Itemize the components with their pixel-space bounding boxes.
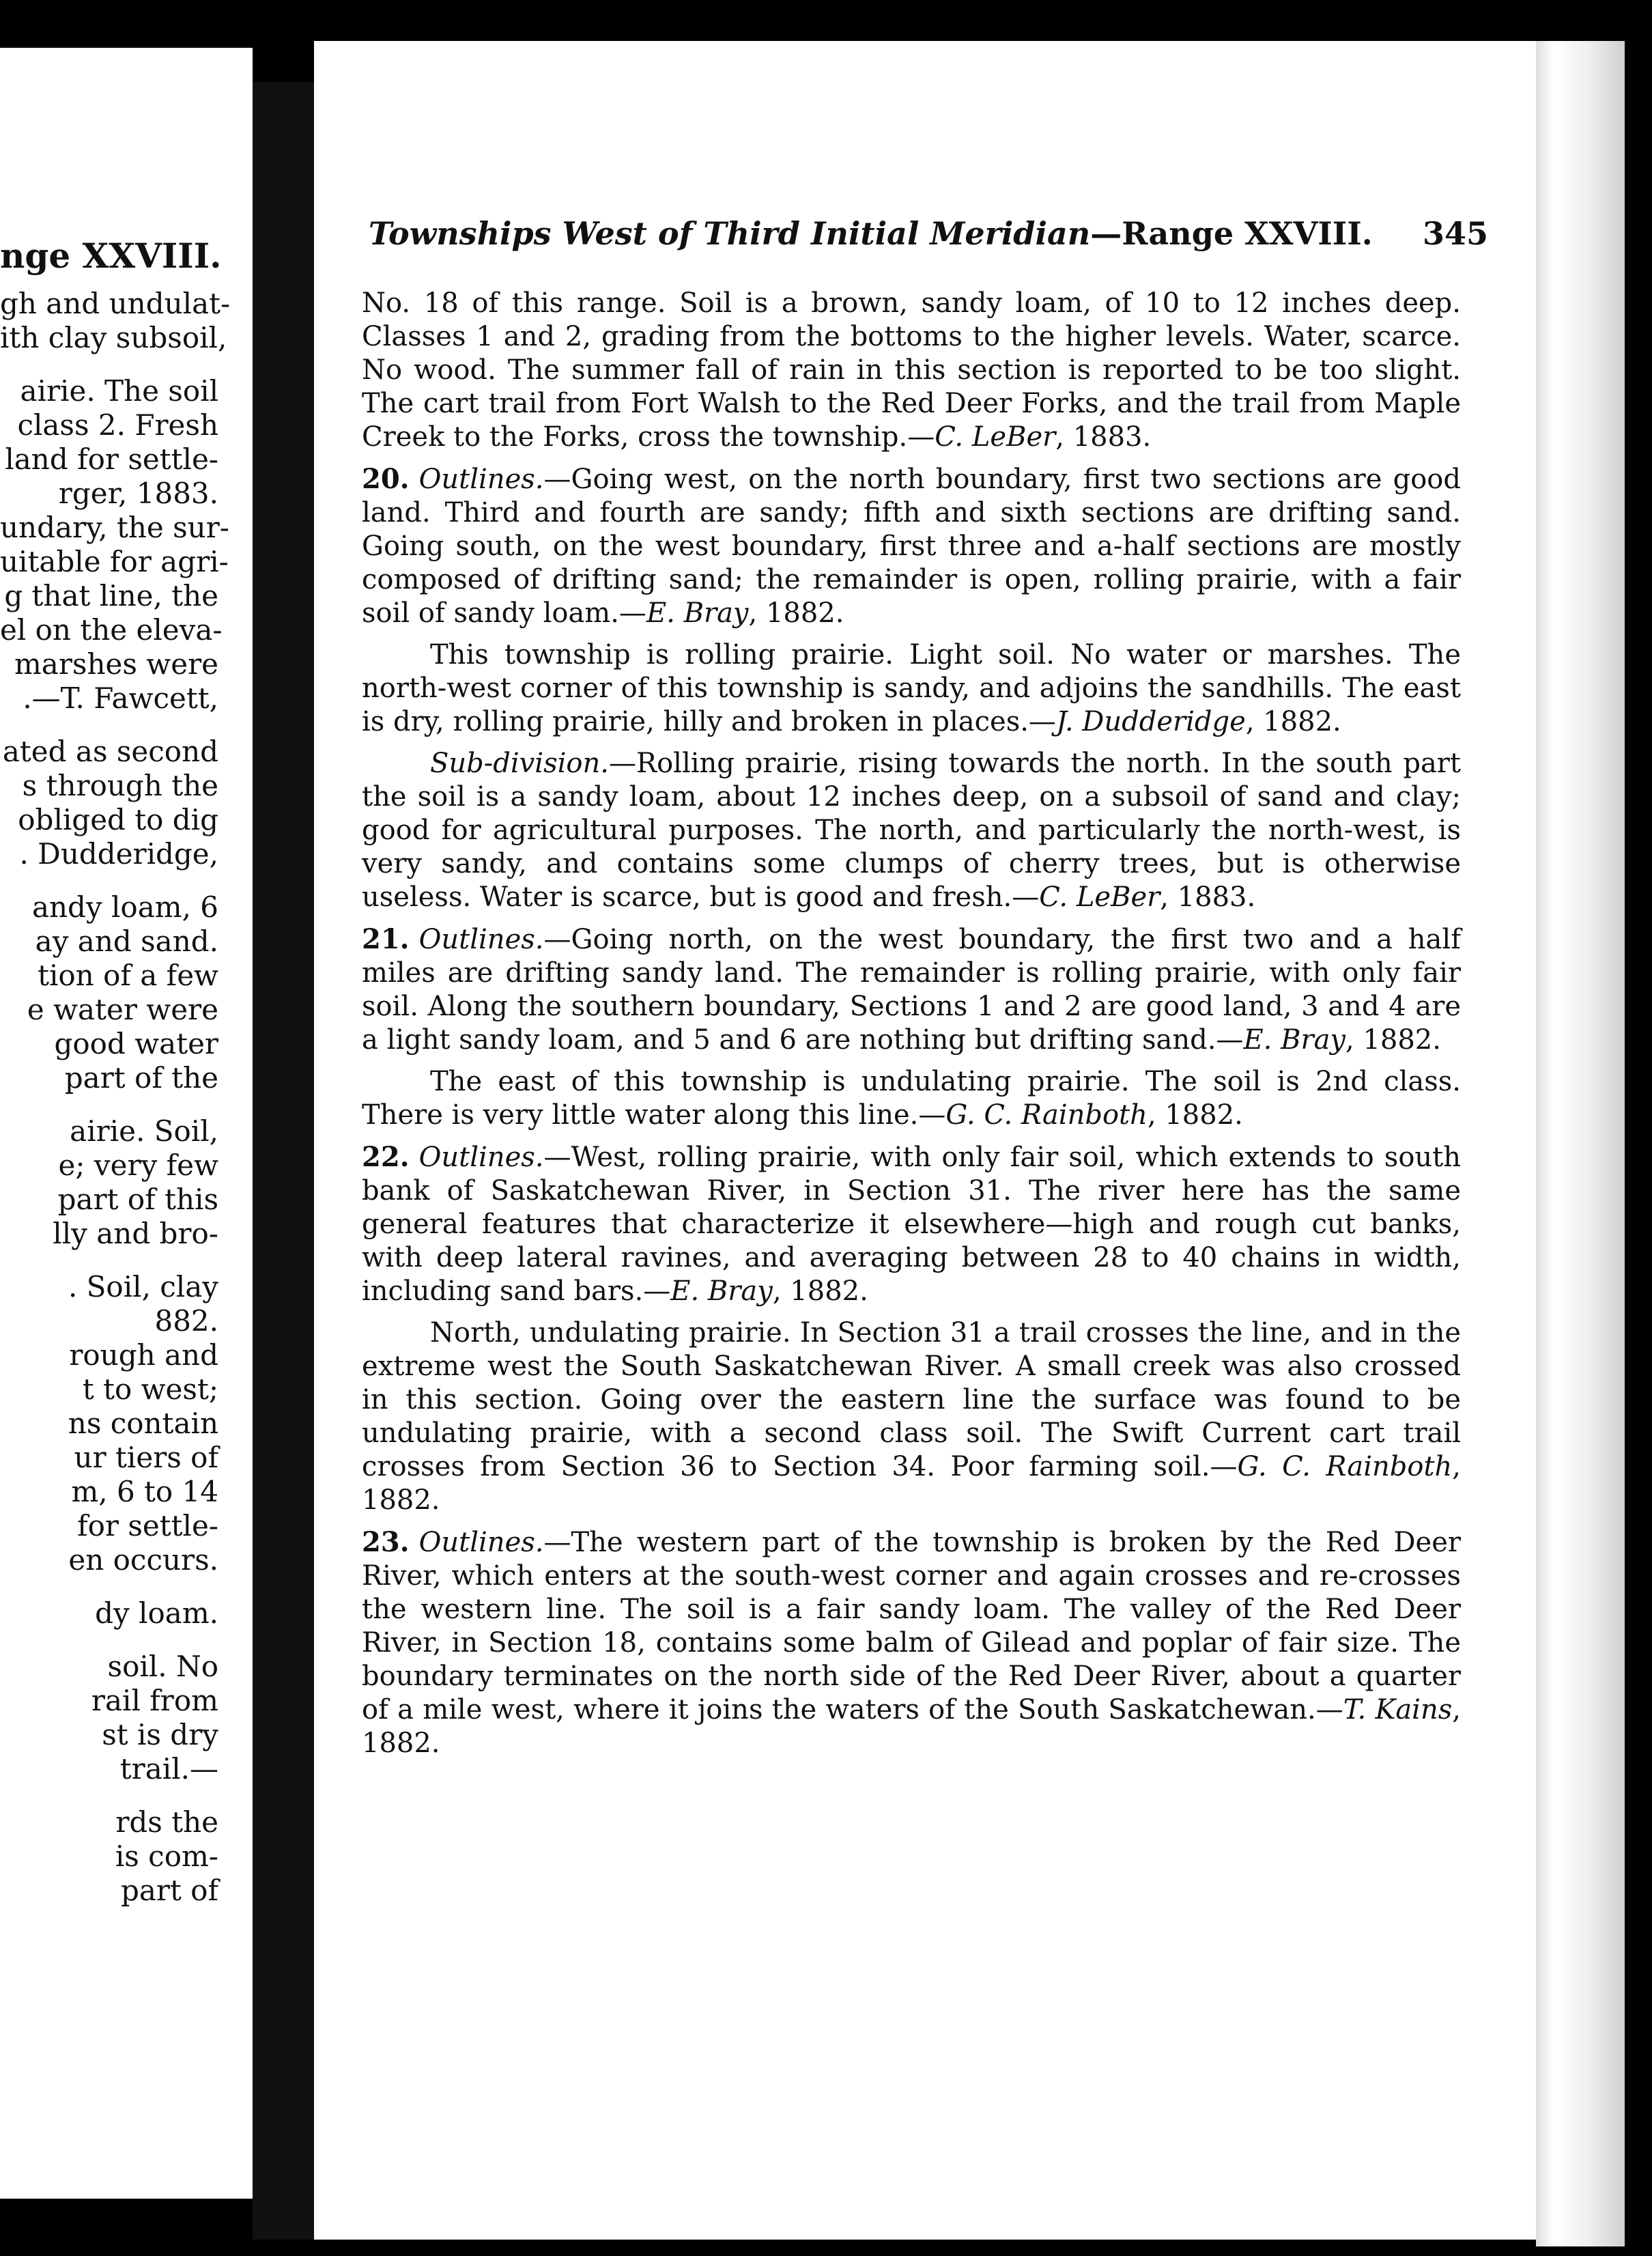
left-page-line: rds the <box>115 1805 218 1839</box>
entry-author: C. LeBer <box>1039 882 1160 913</box>
left-page-line: .—T. Fawcett, <box>23 681 218 715</box>
entry-text: North, undulating prairie. In Section 31 a trail crosses the line, and in the extreme west the South Saskatchewan River. A small creek was also crossed in this section. Going over the eastern line the surface was found to be undulating prairie, with a second class soil. The Swift Current cart trail crosses from Section 36 to Section 34. Poor farming soil.— <box>362 1317 1461 1482</box>
township-21-entry <box>362 922 1461 1132</box>
left-page-line: en occurs. <box>68 1543 218 1577</box>
entry-author: T. Kains <box>1343 1694 1453 1725</box>
left-page-line: gh and undulat- <box>0 287 231 320</box>
township-number: 21. <box>362 923 410 955</box>
entry-author: G. C. Rainboth <box>945 1099 1148 1131</box>
left-page-line: uitable for agri- <box>0 545 229 578</box>
running-head <box>369 215 1515 252</box>
left-page-line: . Dudderidge, <box>19 837 218 871</box>
entry-author: G. C. Rainboth <box>1237 1451 1453 1482</box>
left-page-line: part of this <box>57 1183 218 1216</box>
left-page-line: t to west; <box>82 1372 218 1406</box>
township-22-outlines <box>362 1140 1461 1308</box>
left-page-line: trail.— <box>119 1752 218 1786</box>
entry-author: E. Bray <box>646 597 749 629</box>
entry-text: —Going north, on the west boundary, the first two and a half miles are drifting sandy land. The remainder is rolling prairie, with only fair soil. Along the southern boundary, Sections 1 and 2 are good land, 3 and 4 are a light sandy loam, and 5 and 6 are nothing but drifting sand.— <box>362 924 1461 1056</box>
left-page-line: undary, the sur- <box>0 511 229 544</box>
left-page-line: rough and <box>69 1338 218 1372</box>
carryover-text: No. 18 of this range. Soil is a brown, sandy loam, of 10 to 12 inches deep. Classes 1 and 2, grading from the bottoms to the higher levels. Water, scarce. No wood. The summer fall of rain in this section is reported to be too slight. The cart trail from Fort Walsh to the Red Deer Forks, and the trail from Maple Creek to the Forks, cross the township.— <box>362 287 1461 453</box>
carryover-paragraph <box>362 287 1461 454</box>
entry-author: J. Dudderidge <box>1055 706 1246 737</box>
entry-year: , 1882. <box>362 1451 1462 1516</box>
left-page-line: dy loam. <box>95 1596 218 1630</box>
left-page-line: land for settle- <box>5 442 218 476</box>
left-page-line: andy loam, 6 <box>31 890 218 924</box>
left-page-line: tion of a few <box>38 959 218 992</box>
entry-lead: Outlines. <box>418 1527 544 1558</box>
left-page-line: rail from <box>91 1684 218 1717</box>
entry-lead: Outlines. <box>418 464 544 495</box>
page-edge <box>1536 41 1625 2246</box>
entry-text: —Rolling prairie, rising towards the north. In the south part the soil is a sandy loam, about 12 inches deep, on a subsoil of sand and clay; good for agricultural purposes. The north, and particularly the north-west, is very sandy, and contains some clumps of cherry trees, but is otherwise useless. Water is scarce, but is good and fresh.— <box>362 748 1461 913</box>
township-number: 22. <box>362 1141 410 1173</box>
entry-lead: Outlines. <box>418 924 544 955</box>
left-page-line: e water were <box>27 993 218 1026</box>
township-number: 23. <box>362 1526 410 1558</box>
left-page-text <box>0 236 253 1908</box>
township-21-paragraph-2 <box>362 1065 1461 1132</box>
left-page-line: st is dry <box>102 1718 218 1751</box>
left-page-line: . Soil, clay <box>68 1270 218 1303</box>
carryover-year: , 1883. <box>1055 421 1152 453</box>
township-23-entry <box>362 1525 1461 1760</box>
left-page-line: obliged to dig <box>18 803 218 836</box>
page-body <box>362 287 1461 1768</box>
township-20-outlines <box>362 462 1461 630</box>
left-facing-page <box>0 48 253 2199</box>
township-20-paragraph-2 <box>362 638 1461 739</box>
left-page-line: marshes were <box>14 647 218 681</box>
left-page-line: good water <box>54 1027 218 1060</box>
entry-text: —Going west, on the north boundary, first two sections are good land. Third and fourth are sandy; fifth and sixth sections are drifting sand. Going south, on the west boundary, first three and a-half sections are mostly composed of drifting sand; the remainder is open, rolling prairie, with a fair soil of sandy loam.— <box>362 464 1461 629</box>
left-page-line: e; very few <box>58 1148 218 1182</box>
entry-text: The east of this township is undulating prairie. The soil is 2nd class. There is very little water along this line.— <box>362 1066 1461 1131</box>
page-number: 345 <box>1422 215 1488 252</box>
left-page-line: ith clay subsoil, <box>0 321 227 354</box>
entry-year: , 1882. <box>1147 1099 1243 1131</box>
left-page-line: for settle- <box>77 1509 218 1542</box>
entry-year: , 1882. <box>748 597 844 629</box>
township-23-outlines <box>362 1525 1461 1760</box>
running-head-title: Townships West of Third Initial Meridian <box>369 215 1091 252</box>
township-21-outlines <box>362 922 1461 1057</box>
township-number: 20. <box>362 463 410 495</box>
entry-author: E. Bray <box>670 1275 773 1307</box>
left-page-line: ur tiers of <box>74 1441 218 1474</box>
entry-text: This township is rolling prairie. Light soil. No water or marshes. The north-west corner of this township is sandy, and adjoins the sandhills. The east is dry, rolling prairie, hilly and broken in places.— <box>362 639 1461 737</box>
book-gutter <box>253 82 314 2240</box>
left-page-line: part of the <box>64 1061 218 1095</box>
left-page-line: el on the eleva- <box>0 613 223 647</box>
left-page-line: s through the <box>22 769 218 802</box>
left-page-line: lly and bro- <box>53 1217 218 1250</box>
left-page-line: airie. The soil <box>20 374 218 408</box>
entry-author: E. Bray <box>1243 1024 1346 1056</box>
township-20-subdivision <box>362 747 1461 914</box>
left-page-header: nge XXVIII. <box>0 236 222 276</box>
left-page-line: soil. No <box>107 1650 218 1683</box>
entry-year: , 1882. <box>1345 1024 1441 1056</box>
carryover-author: C. LeBer <box>935 421 1056 453</box>
left-page-line: airie. Soil, <box>70 1114 218 1148</box>
left-page-line: part of <box>120 1874 218 1907</box>
entry-year: , 1882. <box>772 1275 868 1307</box>
left-page-line: 882. <box>154 1304 218 1338</box>
left-page-line: g that line, the <box>4 579 218 612</box>
subdivision-lead: Sub-division. <box>430 748 609 779</box>
left-page-line: is com- <box>115 1839 218 1873</box>
right-page <box>314 41 1536 2240</box>
left-page-line: ated as second <box>2 735 218 768</box>
township-22-entry <box>362 1140 1461 1517</box>
entry-text: —The western part of the township is broken by the Red Deer River, which enters at the south-west corner and again crosses and re-crosses the western line. The soil is a fair sandy loam. The valley of the Red Deer River, in Section 18, contains some balm of Gilead and poplar of fair size. The boundary terminates on the north side of the Red Deer River, about a quarter of a mile west, where it joins the waters of the South Saskatchewan.— <box>362 1527 1461 1725</box>
running-head-range: —Range XXVIII. <box>1090 215 1373 252</box>
township-22-paragraph-2 <box>362 1316 1461 1517</box>
entry-text: —West, rolling prairie, with only fair soil, which extends to south bank of Saskatchewan River, in Section 31. The river here has the same general features that characterize it elsewhere—high and rough cut banks, with deep lateral ravines, and averaging between 28 to 40 chains in width, including sand bars.— <box>362 1142 1461 1307</box>
entry-year: , 1883. <box>1160 882 1256 913</box>
entry-lead: Outlines. <box>418 1142 544 1173</box>
entry-year: , 1882. <box>362 1694 1461 1759</box>
left-page-line: m, 6 to 14 <box>71 1475 218 1508</box>
left-page-line: rger, 1883. <box>58 477 218 510</box>
left-page-line: ay and sand. <box>35 925 218 958</box>
entry-year: , 1882. <box>1245 706 1341 737</box>
left-page-line: class 2. Fresh <box>17 408 218 442</box>
township-20-entry <box>362 462 1461 914</box>
left-page-line: ns contain <box>68 1407 218 1440</box>
